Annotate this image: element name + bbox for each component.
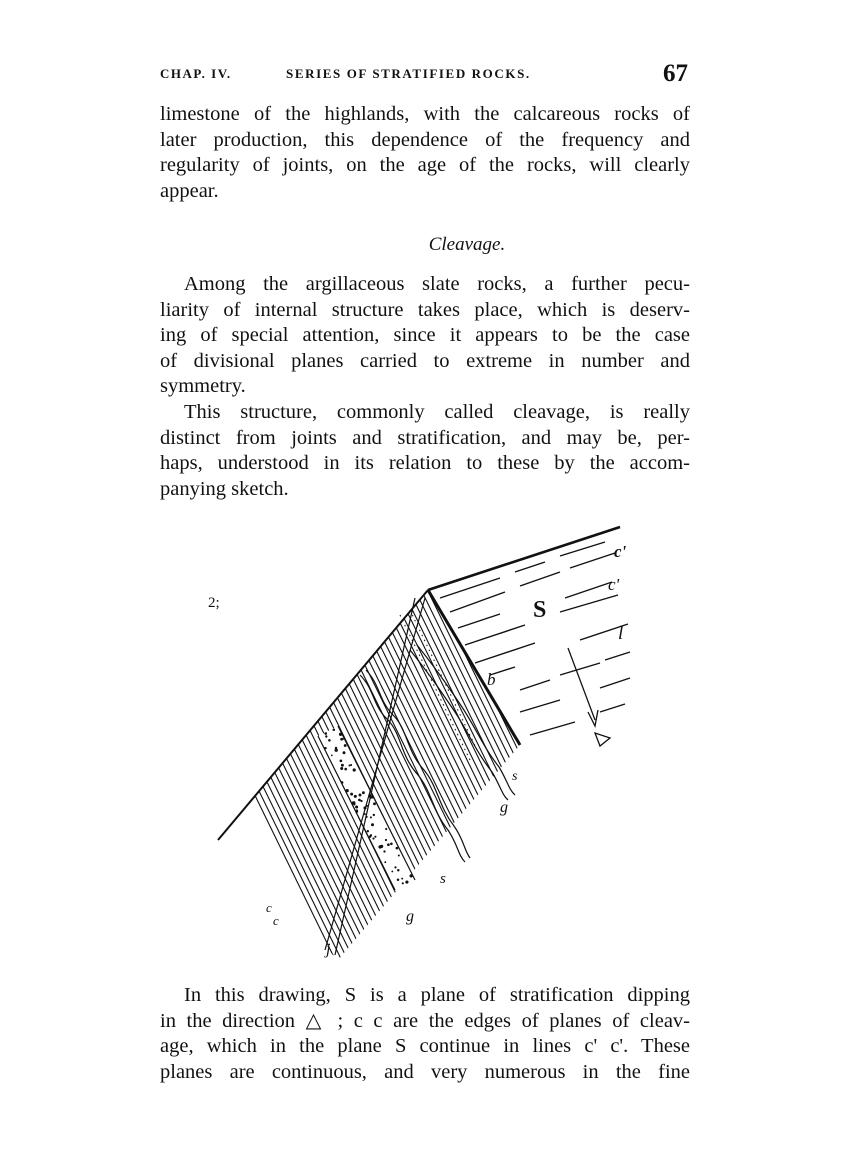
label-l: l [618,623,624,644]
text-line: distinct from joints and stratification, and may be, per- [160,426,690,449]
label-g-upper: g [500,799,508,816]
paragraph-bottom [160,983,690,1085]
text-line: Among the argillaceous slate rocks, a further pecu- [184,273,690,295]
page-number: 67 [663,60,688,87]
text-line: of divisional planes carried to extreme in number and [160,349,690,372]
label-j: j [326,941,331,958]
text-line: haps, understood in its relation to these by the accom- [160,452,690,474]
text-line: symmetry. [160,375,246,397]
text-line: appear. [160,179,219,202]
text-line: age, which in the plane S continue in lines c' c'. These [160,1035,690,1057]
text-line: planes are continuous, and very numerous in the fine [160,1060,690,1083]
label-c-b: c [273,913,279,928]
text-line: regularity of joints, on the age of the rocks, will clearly [160,154,690,176]
text-line: in the direction △ ; c c are the edges of planes of cleav- [160,1009,690,1032]
figure-number: 2; [208,595,220,611]
label-c-prime-second: c' [608,575,620,594]
dip-direction-triangle [595,733,610,746]
running-title: SERIES OF STRATIFIED ROCKS. [286,66,531,81]
text-line: limestone of the highlands, with the calcareous rocks of [160,103,690,125]
text-line: ing of special attention, since it appears to be the case [160,324,690,346]
stratification-plane-lines [440,542,630,735]
label-c-a: c [266,900,272,915]
label-c-prime-top: c' [614,542,627,561]
label-S: S [533,597,547,623]
label-b: b [487,670,496,689]
text-line: This structure, commonly called cleavage, is really [184,401,690,423]
label-s-upper: s [512,769,518,784]
text-line: panying sketch. [160,477,289,500]
section-heading: Cleavage. [428,234,506,255]
text-line: In this drawing, S is a plane of stratification dipping [184,984,690,1006]
chapter-label: CHAP. IV. [160,66,232,81]
text-line: liarity of internal structure takes place, which is deserv- [160,298,690,321]
label-g-lower: g [406,908,414,925]
text-line: later production, this dependence of the frequency and [160,128,690,151]
label-s-lower: s [440,871,446,887]
